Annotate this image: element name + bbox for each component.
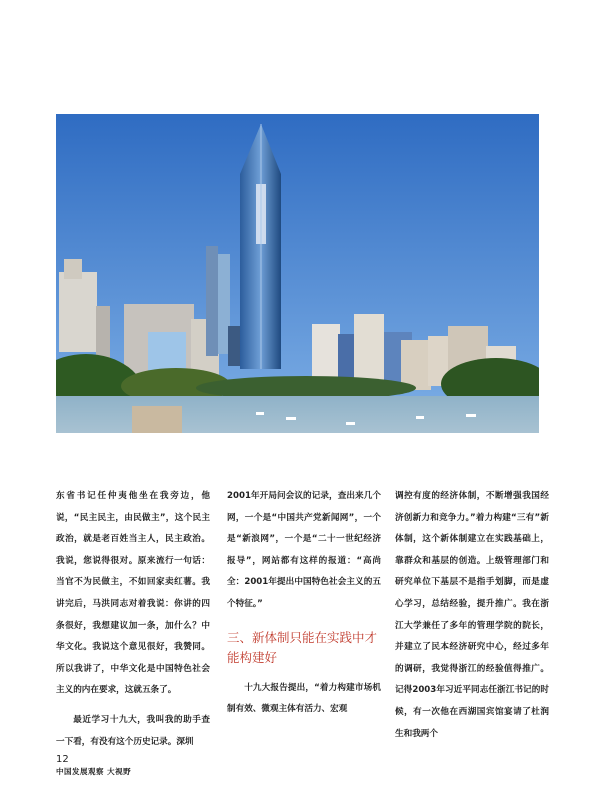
main-tower [240,124,281,369]
paragraph: 十九大报告提出，“着力构建市场机制有效、微观主体有活力、宏观 [227,682,381,715]
section-heading: 三、新体制只能在实践中才能构建好 [227,629,378,665]
skyline-photo [56,114,539,433]
paragraph: 2001年开局问会议的记录，查出来几个网，一个是“中国共产党新闻网”，一个是“新浪网”，一个是“二十一世纪经济报导”，网站都有这样的报道：“高尚全：2001年提出中国特色社会主义的五个特征。” [227,491,381,609]
page-number: 12 [56,754,69,765]
paragraph: 最近学习十九大，我叫我的助手查一下看，有没有这个历史记录。深圳 [56,714,210,747]
pavilion [132,406,182,433]
magazine-name: 中国发展观察 大视野 [56,767,132,776]
text-column-3 [395,486,549,745]
skyline-illustration [56,114,539,433]
paragraph: 调控有度的经济体制，不断增强我国经济创新力和竞争力。”着力构建“三有”新体制，这个新体制建立在实践基础上，靠群众和基层的创造。上级管理部门和研究单位下基层不是指手划脚，而是虚心学习，总结经验，提升推广。我在浙江大学兼任了多年的管理学院的院长，并建立了民本经济研究中心，经过多年的调研，我觉得浙江的经验值得推广。记得2003年习近平同志任浙江书记的时候，有一次他在西湖国宾馆宴请了杜润生和我两个 [395,491,549,739]
paragraph: 东省书记任仲夷他坐在我旁边，他说，“民主民主，由民做主”，这个民主政治，就是老百姓当主人，民主政治。我说，您说得很对。原来流行一句话：当官不为民做主，不如回家卖红薯。我讲完后，马洪同志对着我说：你讲的四条很好，我想建议加一条，加什么？中华文化。我说这个意见很好，我赞同。所以我讲了，中华文化是中国特色社会主义的内在要求，这就五条了。 [56,491,210,696]
text-column-1 [56,486,210,753]
text-column-2 [227,486,381,721]
